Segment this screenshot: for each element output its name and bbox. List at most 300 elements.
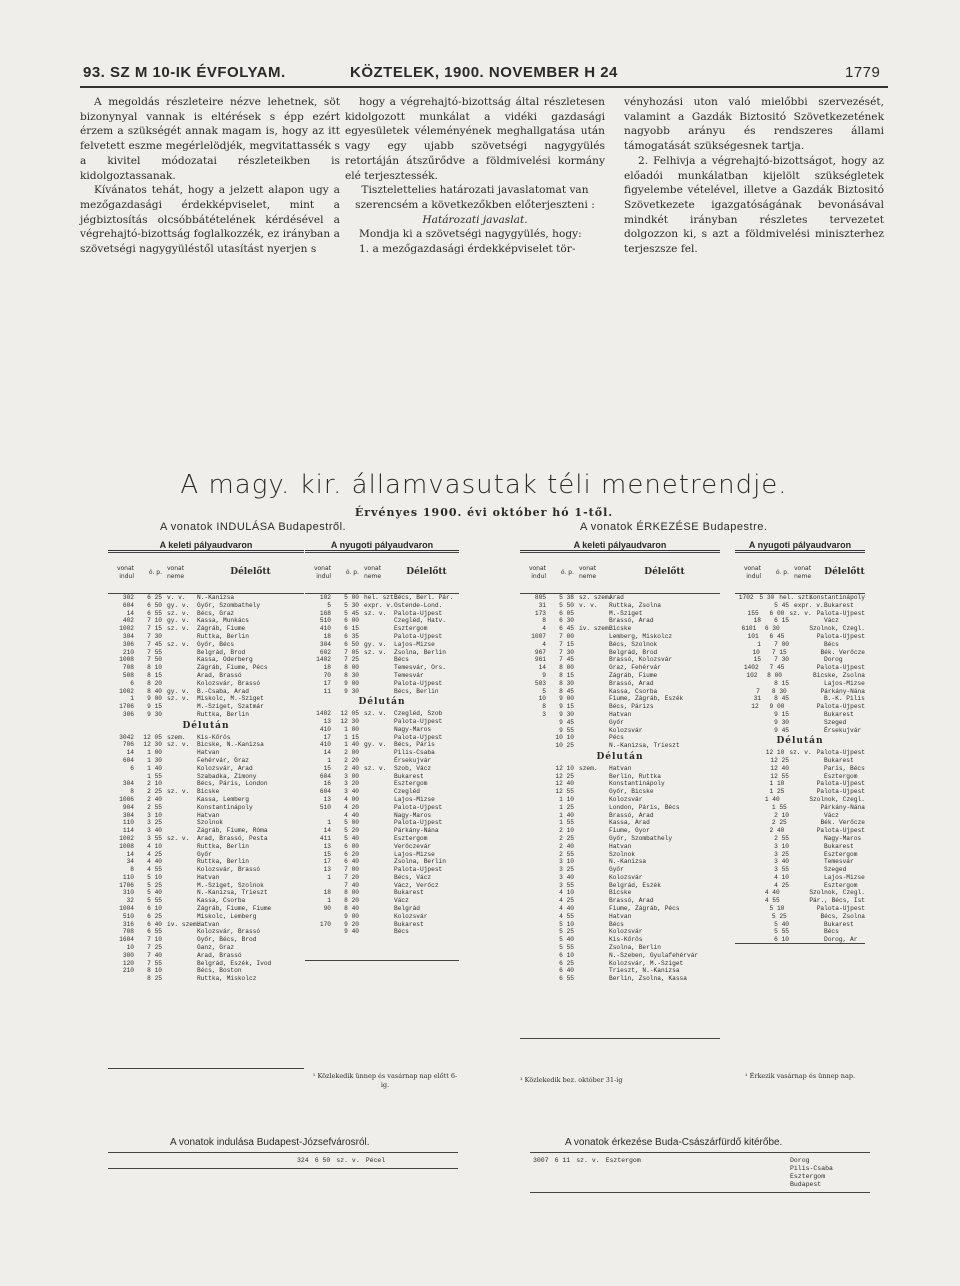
train-number bbox=[520, 835, 548, 843]
train-type bbox=[362, 827, 394, 835]
train-destination: Hatvan bbox=[609, 764, 632, 772]
arrivals-west-table bbox=[735, 552, 865, 944]
train-type bbox=[577, 617, 609, 625]
train-number bbox=[520, 819, 548, 827]
train-type bbox=[362, 858, 394, 866]
train-time: 6 55 bbox=[559, 975, 574, 983]
train-type bbox=[577, 851, 609, 859]
train-destination: Zágráb, Fiume bbox=[609, 671, 658, 679]
train-destination: Bukarest bbox=[824, 710, 854, 718]
train-time: 6 55 bbox=[147, 928, 162, 936]
train-number: 510 bbox=[319, 617, 331, 625]
section-label-afternoon: Délután bbox=[358, 697, 406, 708]
train-destination: Zágráb, Fiume, Róma bbox=[197, 827, 268, 835]
train-destination: Hatvan bbox=[609, 912, 632, 920]
train-time: 4 10 bbox=[147, 842, 162, 850]
train-time: 8 20 bbox=[344, 897, 359, 905]
train-type bbox=[577, 866, 609, 874]
train-number: 1604 bbox=[119, 936, 134, 944]
train-number bbox=[520, 827, 548, 835]
train-type bbox=[165, 905, 197, 913]
train-destination: Palota-Ujpest bbox=[394, 819, 443, 827]
train-number: 510 bbox=[319, 803, 331, 811]
train-type bbox=[165, 819, 197, 827]
train-time: 5 10 bbox=[769, 905, 785, 913]
train-number: 18 bbox=[323, 664, 331, 672]
train-destination: Pilis-Csaba bbox=[394, 749, 435, 757]
arrivals-east-table bbox=[520, 552, 720, 1039]
train-time: 3 55 bbox=[559, 881, 574, 889]
train-time: 12 30 bbox=[143, 741, 162, 749]
table-row bbox=[305, 843, 459, 851]
train-destination: Graz, Fehérvár bbox=[609, 664, 661, 672]
train-number bbox=[735, 819, 762, 827]
table-row bbox=[305, 882, 459, 890]
train-number: 14 bbox=[323, 749, 331, 757]
train-time: 6 00 bbox=[344, 842, 359, 850]
train-type bbox=[165, 656, 197, 664]
train-type bbox=[362, 928, 394, 936]
train-type bbox=[362, 835, 394, 843]
train-number bbox=[520, 788, 548, 796]
train-destination: Vácz bbox=[824, 811, 839, 819]
train-time: 5 55 bbox=[147, 897, 162, 905]
train-type bbox=[792, 757, 824, 765]
train-type bbox=[577, 936, 609, 944]
table-row bbox=[520, 610, 720, 618]
train-time: 5 00 bbox=[344, 819, 359, 827]
table-row bbox=[735, 796, 865, 804]
train-time: 3 25 bbox=[774, 850, 789, 858]
train-time: 6 25 bbox=[147, 912, 162, 920]
train-destination: Esztergom bbox=[394, 625, 428, 633]
table-row bbox=[108, 672, 304, 680]
train-type bbox=[792, 812, 824, 820]
train-time: 1 10 bbox=[769, 780, 785, 788]
train-time: 8 40 bbox=[344, 905, 359, 913]
train-type bbox=[792, 835, 824, 843]
train-type bbox=[577, 882, 609, 890]
train-number: 210 bbox=[122, 967, 134, 975]
train-time: 5 55 bbox=[559, 944, 574, 952]
train-number: 15 bbox=[753, 656, 761, 664]
train-number bbox=[735, 897, 758, 905]
train-number: 602 bbox=[319, 648, 331, 656]
section-label-afternoon: Délután bbox=[776, 736, 824, 747]
train-type bbox=[577, 804, 609, 812]
train-destination: Esztergom bbox=[824, 881, 858, 889]
train-type bbox=[577, 680, 609, 688]
table-row bbox=[305, 664, 459, 672]
train-type bbox=[165, 796, 197, 804]
table-row bbox=[520, 664, 720, 672]
train-time: 6 25 bbox=[559, 959, 574, 967]
train-number: 17 bbox=[323, 733, 331, 741]
train-destination: Szob, Vácz bbox=[394, 764, 432, 772]
train-number bbox=[520, 866, 548, 874]
train-type bbox=[577, 649, 609, 657]
table-row bbox=[305, 851, 459, 859]
train-destination: Czegléd, Hatv. bbox=[394, 617, 446, 625]
train-destination: Ostende-Lond. bbox=[394, 601, 443, 609]
train-destination: London, Páris, Bécs bbox=[609, 803, 680, 811]
train-time: 7 45 bbox=[147, 640, 162, 648]
table-row bbox=[735, 882, 865, 890]
table-row bbox=[520, 944, 720, 952]
train-destination: Bukarest bbox=[394, 772, 424, 780]
train-destination: Kassa, Csorba bbox=[197, 897, 246, 905]
train-destination: Zsolna, Berlin bbox=[394, 648, 446, 656]
train-time: 4 55 bbox=[147, 866, 162, 874]
table-row bbox=[735, 703, 865, 711]
train-type bbox=[577, 921, 609, 929]
section-label-afternoon: Délután bbox=[182, 720, 230, 731]
train-number: 961 bbox=[534, 656, 546, 664]
train-type bbox=[362, 921, 394, 929]
table-row bbox=[108, 827, 304, 835]
train-destination: Vácz bbox=[394, 897, 409, 905]
train-destination: Bék. Verőcze bbox=[820, 819, 866, 827]
train-number: 510 bbox=[122, 912, 134, 920]
table-row bbox=[520, 905, 720, 913]
paragraph: vényhozási uton való mielőbbi szervezését, valamint a Gazdák Biztositó Szövetkezetének nagyobb arányu és rendszeres állami támogatását szükségesnek tartja. bbox=[624, 96, 884, 153]
train-number: 8 bbox=[130, 866, 134, 874]
train-destination: Palota-Ujpest bbox=[816, 788, 865, 796]
train-destination: Arad, Brassó bbox=[197, 671, 242, 679]
table-row bbox=[520, 858, 720, 866]
train-number bbox=[520, 780, 548, 788]
train-time: 9 00 bbox=[147, 695, 162, 703]
table-row bbox=[108, 711, 304, 719]
train-number: 8 bbox=[542, 703, 546, 711]
train-number: 102 bbox=[746, 671, 758, 679]
table-row bbox=[305, 757, 459, 765]
table-row bbox=[735, 602, 865, 610]
train-time: 2 10 bbox=[147, 780, 162, 788]
train-destination: Ruttka, Berlin bbox=[197, 632, 249, 640]
table-row bbox=[305, 641, 459, 649]
train-destination: Fiume, Zágráb, Pécs bbox=[609, 905, 680, 913]
train-destination: Belgrád, Brod bbox=[609, 648, 658, 656]
train-number: 1 bbox=[327, 873, 331, 881]
train-number: 1002 bbox=[119, 834, 134, 842]
train-destination: Arad, Brassó, Pesta bbox=[197, 834, 268, 842]
train-type: sz. v. bbox=[167, 741, 190, 749]
train-time: 9 30 bbox=[774, 718, 789, 726]
table-row bbox=[520, 866, 720, 874]
train-destination: Hatvan bbox=[197, 873, 220, 881]
train-destination: Kis-Kőrös bbox=[197, 733, 231, 741]
table-row bbox=[108, 656, 304, 664]
table-row bbox=[735, 594, 865, 602]
train-time: 5 40 bbox=[774, 920, 789, 928]
train-number bbox=[520, 913, 548, 921]
train-number: 300 bbox=[122, 951, 134, 959]
train-destination: Belgrád, Eszék bbox=[609, 881, 661, 889]
header-cell: vonat indul bbox=[528, 565, 546, 580]
table-row bbox=[108, 905, 304, 913]
header-cell: vonat indul bbox=[116, 565, 134, 580]
issue-number: 93. SZ M 10-IK ÉVFOLYAM. bbox=[83, 64, 286, 81]
train-time: 4 40 bbox=[559, 905, 574, 913]
table-row bbox=[735, 897, 865, 905]
train-time: 2 20 bbox=[344, 756, 359, 764]
table-row bbox=[735, 866, 865, 874]
footnote: ¹ Érkezik vasárnap és ünnep nap. bbox=[744, 1072, 856, 1080]
train-destination: N.-Kanizsa, Trieszt bbox=[197, 889, 268, 897]
train-destination: Kolozsvár bbox=[609, 795, 643, 803]
train-type bbox=[792, 928, 824, 936]
train-number bbox=[735, 921, 763, 929]
train-type bbox=[165, 952, 197, 960]
table-row bbox=[108, 960, 304, 968]
train-destination: Bécs bbox=[394, 656, 409, 664]
train-destination: Kolozsvár bbox=[609, 928, 643, 936]
train-time: 1 40 bbox=[559, 811, 574, 819]
train-number bbox=[735, 882, 763, 890]
train-destination: Lajos-Mizse bbox=[824, 679, 865, 687]
train-destination: Bécs, Párizs bbox=[609, 703, 654, 711]
train-destination: Bécs bbox=[609, 920, 624, 928]
train-destination: Kolozsvár, Brassó bbox=[197, 928, 261, 936]
train-time: 1 25 bbox=[559, 803, 574, 811]
train-time: 3 55 bbox=[774, 866, 789, 874]
train-number: 14 bbox=[538, 664, 546, 672]
train-destination: Berlin, Zsolna, Kassa bbox=[609, 975, 687, 983]
train-number: 120 bbox=[122, 959, 134, 967]
train-time: 12 30 bbox=[340, 717, 359, 725]
train-type bbox=[577, 695, 609, 703]
train-type bbox=[362, 913, 394, 921]
train-number: 14 bbox=[126, 609, 134, 617]
table-row bbox=[735, 656, 865, 664]
train-destination: Palota-Ujpest bbox=[394, 679, 443, 687]
train-destination: Palota-Ujpest bbox=[816, 827, 865, 835]
train-type bbox=[165, 672, 197, 680]
table-header bbox=[520, 553, 720, 594]
header-cell: Délelőtt bbox=[644, 567, 685, 578]
train-destination: Palota-Ujpest bbox=[816, 664, 865, 672]
train-time: 1 40 bbox=[147, 764, 162, 772]
train-type bbox=[792, 765, 824, 773]
train-time: 3 40 bbox=[559, 873, 574, 881]
train-number: 18 bbox=[753, 617, 761, 625]
train-number bbox=[735, 905, 761, 913]
train-destination: Érsekujvár bbox=[824, 726, 862, 734]
train-number: 101 bbox=[747, 632, 759, 640]
train-type bbox=[165, 874, 197, 882]
train-type bbox=[792, 656, 824, 664]
paragraph: A megoldás részleteire nézve lehetnek, söt bizonynyal vannak is eltérések s épp ezért érzem a szükségét annak magam is, hogy az itt felvetett eszme megérlelödjék, megvitattassék s a kivitel módozatai részleteikben is kidolgoztassanak. bbox=[80, 96, 340, 182]
train-time: 4 10 bbox=[559, 889, 574, 897]
divider bbox=[530, 1152, 870, 1153]
table-row bbox=[305, 897, 459, 905]
train-type bbox=[787, 827, 816, 835]
train-type bbox=[577, 913, 609, 921]
train-number bbox=[305, 882, 333, 890]
train-time: 7 10 bbox=[147, 936, 162, 944]
train-number: 10 bbox=[126, 944, 134, 952]
table-row bbox=[735, 649, 865, 657]
train-type bbox=[792, 921, 824, 929]
train-destination: Fiume, Gyor bbox=[609, 827, 650, 835]
table-row bbox=[735, 727, 865, 735]
train-time: 6 40 bbox=[559, 967, 574, 975]
list-item: Pilis-Csaba bbox=[790, 1165, 833, 1172]
train-destination: Zágráb, Fiume bbox=[197, 625, 246, 633]
train-number: 32 bbox=[126, 897, 134, 905]
train-time: 6 10 bbox=[147, 905, 162, 913]
train-time: 10 25 bbox=[555, 742, 574, 750]
train-time: 2 10 bbox=[774, 811, 789, 819]
train-number bbox=[735, 827, 761, 835]
train-type bbox=[362, 851, 394, 859]
train-number: 168 bbox=[319, 609, 331, 617]
train-type bbox=[577, 843, 609, 851]
train-destination: Belgrád, Brod bbox=[197, 648, 246, 656]
train-number: 604 bbox=[122, 756, 134, 764]
train-destination: Ruttka, Berlin bbox=[197, 710, 249, 718]
train-type: sz. v. bbox=[167, 640, 190, 648]
train-time: 6 45 bbox=[769, 632, 785, 640]
article-column-3 bbox=[624, 95, 884, 257]
train-destination: Bicske bbox=[609, 625, 632, 633]
train-type: gy. v. bbox=[364, 741, 387, 749]
train-destination: Bécs bbox=[824, 928, 839, 936]
train-time: 1 25 bbox=[769, 788, 785, 796]
table-row bbox=[735, 835, 865, 843]
header-cell: vonat neme bbox=[364, 565, 382, 580]
footnote: ¹ Közlekedik ünnep és vasárnap nap előtt 6-ig. bbox=[312, 1072, 458, 1089]
train-time: 6 20 bbox=[344, 850, 359, 858]
table-row bbox=[108, 812, 304, 820]
table-row bbox=[305, 827, 459, 835]
train-type bbox=[362, 780, 394, 788]
train-number bbox=[735, 866, 763, 874]
train-number: 15 bbox=[323, 850, 331, 858]
train-time: 12 05 bbox=[143, 733, 162, 741]
train-type bbox=[165, 664, 197, 672]
train-destination: Bécs, Zsolna bbox=[820, 912, 866, 920]
train-type bbox=[362, 718, 394, 726]
train-time: 7 00 bbox=[559, 632, 574, 640]
train-destination: Kolozsvár bbox=[394, 912, 428, 920]
train-number: 3007 bbox=[533, 1157, 549, 1164]
train-time: 3 40 bbox=[774, 858, 789, 866]
train-destination: Lajos-Mizse bbox=[824, 873, 865, 881]
train-destination: Esztergom bbox=[824, 772, 858, 780]
train-destination: Párkány-Nána bbox=[820, 803, 866, 811]
train-type bbox=[577, 952, 609, 960]
header-cell: ó. p. bbox=[775, 569, 789, 577]
train-destination: Pécel bbox=[365, 1157, 386, 1164]
train-number bbox=[520, 975, 548, 983]
train-number bbox=[735, 727, 763, 735]
train-type bbox=[165, 843, 197, 851]
table-row bbox=[108, 649, 304, 657]
table-row bbox=[735, 672, 865, 680]
train-number: 708 bbox=[122, 928, 134, 936]
train-number: 6101 bbox=[741, 625, 757, 633]
train-number bbox=[735, 780, 761, 788]
table-row bbox=[520, 617, 720, 625]
train-type bbox=[577, 742, 609, 750]
train-type bbox=[783, 625, 810, 633]
train-time: 2 55 bbox=[774, 834, 789, 842]
train-time: 7 30 bbox=[559, 648, 574, 656]
train-number: 1706 bbox=[119, 703, 134, 711]
train-destination: Palota-Ujpest bbox=[394, 733, 443, 741]
table-row bbox=[108, 913, 304, 921]
train-number bbox=[735, 765, 763, 773]
train-type: szem. bbox=[167, 733, 186, 741]
table-row bbox=[108, 897, 304, 905]
table-row bbox=[305, 741, 459, 749]
train-time: 1 10 bbox=[559, 795, 574, 803]
train-type bbox=[790, 819, 821, 827]
header-cell: vonat indul bbox=[743, 565, 761, 580]
train-type: gy. v. bbox=[167, 687, 190, 695]
train-time: 4 25 bbox=[147, 850, 162, 858]
train-number bbox=[735, 913, 762, 921]
table-row bbox=[520, 602, 720, 610]
train-time: 8 30 bbox=[344, 671, 359, 679]
train-time: 3 10 bbox=[774, 842, 789, 850]
table-row bbox=[520, 765, 720, 773]
train-destination: Temesvár bbox=[824, 858, 854, 866]
train-time: 3 55 bbox=[147, 834, 162, 842]
table-row bbox=[735, 905, 865, 913]
train-number: 110 bbox=[122, 873, 134, 881]
train-number: 1402 bbox=[316, 710, 331, 718]
train-destination: Bicske bbox=[197, 788, 220, 796]
train-type bbox=[165, 882, 197, 890]
train-destination: Ruttka, Berlin bbox=[197, 858, 249, 866]
table-row bbox=[735, 874, 865, 882]
train-destination: Győr, Szombathely bbox=[197, 601, 261, 609]
train-type bbox=[165, 851, 197, 859]
train-type bbox=[577, 928, 609, 936]
train-time: 1 40 bbox=[764, 795, 780, 803]
table-row bbox=[305, 656, 459, 664]
train-number bbox=[108, 773, 136, 781]
train-number: 5 bbox=[327, 601, 331, 609]
train-number bbox=[735, 757, 763, 765]
train-time: 2 00 bbox=[344, 749, 359, 757]
table-row bbox=[305, 633, 459, 641]
train-time: 8 10 bbox=[147, 967, 162, 975]
train-type: gy. v. bbox=[167, 617, 190, 625]
train-number: 1 bbox=[327, 819, 331, 827]
station-label: A keleti pályaudvaron bbox=[108, 540, 304, 551]
train-time: 5 30 bbox=[759, 594, 775, 601]
table-row bbox=[305, 749, 459, 757]
train-time: 3 10 bbox=[559, 858, 574, 866]
train-type: sz. szem. bbox=[579, 594, 613, 601]
table-row bbox=[735, 617, 865, 625]
train-type: v. v. bbox=[579, 601, 598, 609]
train-time: 6 10 bbox=[774, 936, 789, 944]
train-number: 11 bbox=[323, 687, 331, 695]
train-time: 3 25 bbox=[559, 866, 574, 874]
train-destination: Bukarest bbox=[824, 601, 854, 609]
train-time: 2 25 bbox=[147, 788, 162, 796]
train-number: 410 bbox=[319, 741, 331, 749]
train-time: 5 50 bbox=[559, 601, 574, 609]
train-destination: Szolnok, Czegl. bbox=[809, 889, 866, 897]
train-number bbox=[735, 936, 763, 944]
train-type: sz. v. bbox=[364, 710, 387, 718]
